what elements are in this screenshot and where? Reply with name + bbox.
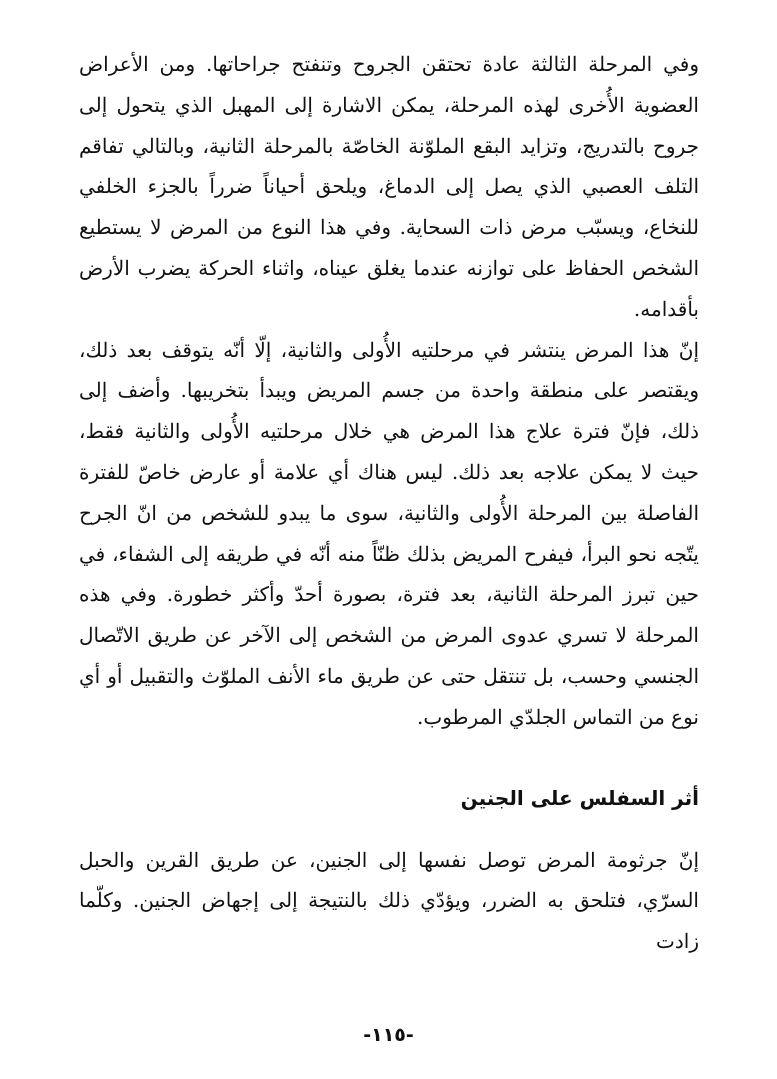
paragraph-fetus-effect: إنّ جرثومة المرض توصل نفسها إلى الجنين، عن طريق القرين والحبل السرّي، فتلحق به الضرر، ويؤدّي ذلك بالنتيجة إلى إجهاض الجنين. وكلّما زادت <box>79 847 699 954</box>
paragraph-spread-stages: إنّ هذا المرض ينتشر في مرحلتيه الأُولى والثانية، إلّا أنّه يتوقف بعد ذلك، ويقتصر على منطقة واحدة من جسم المريض ويبدأ بتخريبها. وأضف إلى ذلك، فإنّ فترة علاج هذا المرض هي خلال مرحلتيه الأُولى والثانية فقط، حيث لا يمكن علاجه بعد ذلك. ليس هناك أي علامة أو عارض خاصّ للفترة الفاصلة بين المرحلة الأُولى والثانية، سوى ما يبدو للشخص من انّ الجرح يتّجه نحو البرأ، فيفرح المريض بذلك ظنّاً منه أنّه في طريقه إلى الشفاء، في حين تبرز المرحلة الثانية، بعد فترة، بصورة أحدّ وأكثر خطورة. وفي هذه المرحلة لا تسري عدوى المرض من الشخص إلى الآخر عن طريق الاتّصال الجنسي وحسب، بل تنتقل حتى عن طريق ماء الأنف الملوّث والتقبيل أو أي نوع من التماس الجلدّي المرطوب. <box>79 337 699 729</box>
page-body <box>79 44 699 962</box>
paragraph-third-stage: وفي المرحلة الثالثة عادة تحتقن الجروح وتنفتح جراحاتها. ومن الأعراض العضوية الأُخرى لهذه المرحلة، يمكن الاشارة إلى المهبل الذي يتحول إلى جروح بالتدريج، وتزايد البقع الملوّنة الخاصّة بالمرحلة الثانية، وبالتالي تفاقم التلف العصبي الذي يصل إلى الدماغ، ويلحق أحياناً ضرراً بالجزء الخلفي للنخاع، ويسبّب مرض ذات السحاية. وفي هذا النوع من المرض لا يستطيع الشخص الحفاظ على توازنه عندما يغلق عيناه، واثناء الحركة يضرب الأرض بأقدامه. <box>79 52 699 321</box>
section-heading: أثر السفلس على الجنين <box>460 785 699 810</box>
page-number: -١١٥- <box>363 1024 414 1046</box>
